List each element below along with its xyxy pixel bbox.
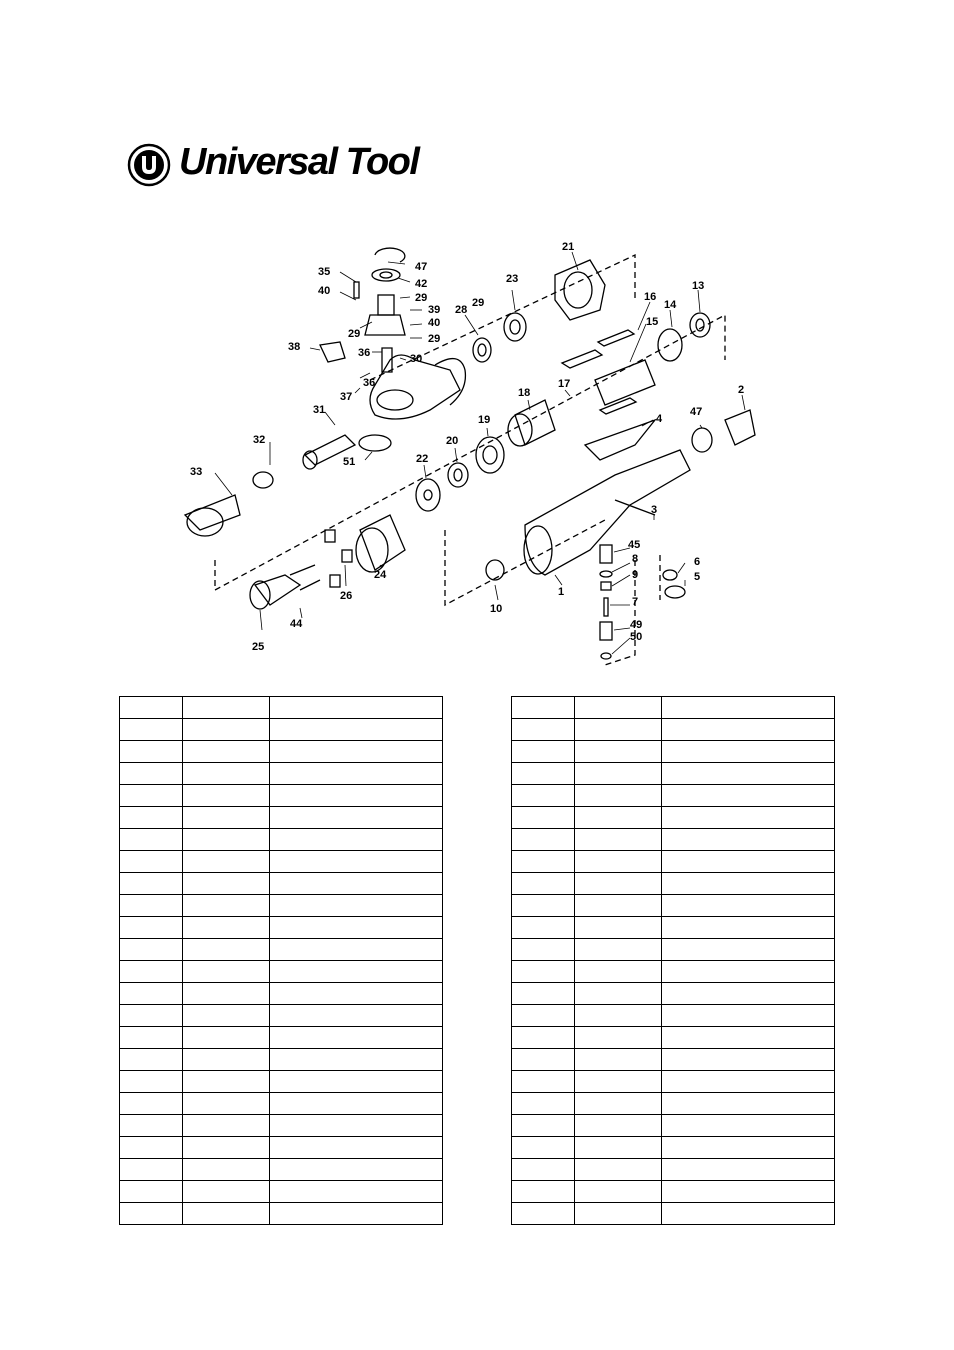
part-14-end-plate [658, 329, 682, 361]
table-row [120, 741, 443, 763]
table-row [120, 763, 443, 785]
table-row [120, 873, 443, 895]
part-label: 13 [692, 280, 705, 292]
table-cell [512, 1203, 575, 1225]
part-label: 31 [313, 404, 326, 416]
table-cell [183, 939, 270, 961]
table-cell [270, 1159, 443, 1181]
part-yoke [365, 315, 405, 335]
table-cell [183, 1159, 270, 1181]
table-row [512, 719, 835, 741]
table-row [120, 1049, 443, 1071]
table-cell [575, 1027, 662, 1049]
table-cell [662, 1027, 835, 1049]
part-label: 35 [318, 266, 331, 278]
table-cell [270, 1137, 443, 1159]
table-cell [183, 1027, 270, 1049]
table-cell [120, 1203, 183, 1225]
table-cell [575, 1137, 662, 1159]
table-row [512, 1093, 835, 1115]
part-label: 26 [340, 590, 353, 602]
table-cell [662, 851, 835, 873]
u-circle-logo-icon [127, 143, 171, 187]
part-label: 22 [416, 453, 429, 465]
table-cell [662, 917, 835, 939]
table-cell [120, 917, 183, 939]
part-49-valve [600, 622, 612, 640]
table-row [512, 741, 835, 763]
part-label: 30 [410, 353, 423, 365]
table-cell [662, 939, 835, 961]
table-row [512, 1203, 835, 1225]
table-cell [270, 807, 443, 829]
table-cell [120, 851, 183, 873]
table-cell [575, 1159, 662, 1181]
table-row [512, 697, 835, 719]
table-row [120, 697, 443, 719]
table-cell [270, 697, 443, 719]
table-cell [512, 1137, 575, 1159]
table-row [512, 1005, 835, 1027]
table-row [120, 1203, 443, 1225]
part-label: 4 [656, 413, 663, 425]
table-cell [270, 1071, 443, 1093]
part-23-bearing [504, 313, 526, 341]
table-cell [662, 807, 835, 829]
table-cell [512, 1115, 575, 1137]
table-row [120, 785, 443, 807]
table-cell [575, 961, 662, 983]
table-cell [575, 741, 662, 763]
table-cell [183, 741, 270, 763]
part-label: 36 [363, 377, 376, 389]
table-cell [270, 1181, 443, 1203]
table-row [120, 939, 443, 961]
part-2-air-inlet [725, 410, 755, 445]
table-cell [270, 829, 443, 851]
table-cell [183, 917, 270, 939]
table-cell [662, 873, 835, 895]
part-22-washer [416, 479, 440, 511]
table-cell [575, 983, 662, 1005]
parts-table-left [119, 696, 443, 1225]
table-row [512, 917, 835, 939]
table-row [512, 1049, 835, 1071]
table-row [512, 829, 835, 851]
part-label: 47 [415, 261, 428, 273]
part-15-rotor [595, 360, 655, 405]
part-label: 3 [651, 504, 658, 516]
table-cell [575, 807, 662, 829]
table-cell [662, 1137, 835, 1159]
table-cell [662, 1181, 835, 1203]
table-cell [270, 1203, 443, 1225]
table-cell [512, 763, 575, 785]
part-4-gasket [585, 420, 655, 460]
table-cell [120, 1181, 183, 1203]
table-cell [575, 697, 662, 719]
part-label: 24 [374, 569, 387, 581]
part-label: 7 [632, 596, 639, 608]
part-51-washer [359, 435, 391, 451]
part-label: 29 [428, 333, 441, 345]
part-29-bearing [473, 338, 491, 362]
table-cell [120, 829, 183, 851]
table-cell [512, 719, 575, 741]
table-cell [575, 829, 662, 851]
table-row [512, 851, 835, 873]
table-row [120, 1093, 443, 1115]
part-label: 49 [630, 619, 643, 631]
table-cell [120, 1115, 183, 1137]
table-row [120, 1181, 443, 1203]
table-cell [512, 873, 575, 895]
table-row [120, 1115, 443, 1137]
part-9-spacer [601, 582, 611, 590]
table-cell [183, 895, 270, 917]
part-label: 2 [738, 384, 745, 396]
parts-table-right [511, 696, 835, 1225]
part-label: 37 [340, 391, 353, 403]
table-cell [662, 1203, 835, 1225]
table-cell [183, 1137, 270, 1159]
table-cell [575, 719, 662, 741]
table-cell [120, 1005, 183, 1027]
part-1-housing [525, 450, 690, 575]
table-cell [512, 939, 575, 961]
table-row [120, 829, 443, 851]
part-label: 14 [664, 299, 677, 311]
table-cell [662, 1071, 835, 1093]
part-label: 36 [358, 347, 371, 359]
table-cell [662, 1005, 835, 1027]
table-cell [120, 1093, 183, 1115]
part-32-nut [253, 472, 273, 488]
table-row [120, 1159, 443, 1181]
table-cell [662, 961, 835, 983]
table-cell [120, 763, 183, 785]
table-cell [183, 1071, 270, 1093]
part-label: 29 [415, 292, 428, 304]
part-label: 16 [644, 291, 657, 303]
part-28-ring [435, 359, 465, 405]
table-cell [662, 895, 835, 917]
table-cell [512, 1181, 575, 1203]
part-5-plug [665, 586, 685, 598]
table-row [512, 1027, 835, 1049]
part-label: 33 [190, 466, 203, 478]
table-cell [270, 983, 443, 1005]
part-label: 1 [558, 586, 565, 598]
part-label: 44 [290, 618, 303, 630]
table-cell [270, 1005, 443, 1027]
table-cell [512, 895, 575, 917]
part-label: 10 [490, 603, 503, 615]
table-cell [575, 873, 662, 895]
part-label: 17 [558, 378, 571, 390]
part-label: 21 [562, 241, 575, 253]
table-cell [270, 1027, 443, 1049]
table-cell [120, 1071, 183, 1093]
table-cell [270, 917, 443, 939]
table-row [512, 1159, 835, 1181]
table-cell [183, 983, 270, 1005]
table-row [120, 917, 443, 939]
part-label: 32 [253, 434, 266, 446]
table-cell [183, 1203, 270, 1225]
table-cell [512, 917, 575, 939]
part-label: 9 [632, 569, 639, 581]
brand-name: Universal Tool [179, 141, 419, 183]
table-cell [120, 1027, 183, 1049]
table-cell [183, 807, 270, 829]
table-cell [270, 939, 443, 961]
table-cell [662, 1115, 835, 1137]
table-row [512, 895, 835, 917]
part-8-o-ring [600, 571, 612, 577]
table-cell [575, 763, 662, 785]
part-18-cylinder [515, 400, 555, 445]
table-cell [120, 785, 183, 807]
part-38-pawl [320, 342, 345, 362]
table-row [512, 763, 835, 785]
part-21-nut [555, 260, 605, 320]
table-cell [512, 1159, 575, 1181]
table-cell [575, 1093, 662, 1115]
table-row [120, 719, 443, 741]
part-label: 25 [252, 641, 265, 653]
table-cell [270, 873, 443, 895]
table-cell [120, 807, 183, 829]
table-cell [512, 807, 575, 829]
table-cell [183, 829, 270, 851]
table-cell [183, 1181, 270, 1203]
table-row [512, 1137, 835, 1159]
part-24-ring-gear [360, 515, 405, 570]
table-cell [270, 785, 443, 807]
table-cell [183, 763, 270, 785]
part-label: 20 [446, 435, 459, 447]
table-row [512, 785, 835, 807]
part-label: 29 [472, 297, 485, 309]
table-cell [120, 939, 183, 961]
table-row [120, 895, 443, 917]
table-cell [120, 873, 183, 895]
boundary-line [215, 315, 725, 590]
table-cell [662, 1049, 835, 1071]
table-cell [662, 763, 835, 785]
table-cell [270, 719, 443, 741]
part-label: 38 [288, 341, 301, 353]
part-16-vane [562, 350, 602, 368]
exploded-parts-diagram [160, 230, 760, 670]
part-label: 5 [694, 571, 701, 583]
part-label: 19 [478, 414, 491, 426]
table-cell [662, 741, 835, 763]
table-cell [512, 1071, 575, 1093]
table-row [512, 1115, 835, 1137]
table-cell [575, 917, 662, 939]
table-cell [575, 895, 662, 917]
table-cell [270, 1049, 443, 1071]
table-cell [270, 851, 443, 873]
table-cell [575, 851, 662, 873]
part-25-carrier [255, 575, 300, 605]
table-cell [120, 741, 183, 763]
table-cell [183, 873, 270, 895]
table-row [512, 1071, 835, 1093]
table-cell [183, 851, 270, 873]
table-row [120, 807, 443, 829]
table-cell [512, 851, 575, 873]
table-cell [183, 1115, 270, 1137]
table-row [512, 1181, 835, 1203]
part-43-snap-ring [375, 248, 405, 262]
table-row [120, 851, 443, 873]
table-cell [270, 895, 443, 917]
table-cell [512, 1049, 575, 1071]
table-row [512, 961, 835, 983]
part-33-ratchet-wrench [185, 495, 240, 530]
part-label: 50 [630, 631, 643, 643]
table-cell [120, 1159, 183, 1181]
table-cell [183, 1093, 270, 1115]
table-row [512, 983, 835, 1005]
table-cell [120, 719, 183, 741]
part-label: 29 [348, 328, 361, 340]
table-row [120, 1071, 443, 1093]
table-row [120, 961, 443, 983]
table-cell [120, 1049, 183, 1071]
part-label: 18 [518, 387, 531, 399]
table-cell [575, 1115, 662, 1137]
table-cell [183, 1005, 270, 1027]
part-44-pin [290, 565, 315, 575]
part-50-o-ring [601, 653, 611, 659]
table-cell [270, 1115, 443, 1137]
part-label: 8 [632, 553, 639, 565]
part-label: 42 [415, 278, 428, 290]
part-label: 39 [428, 304, 441, 316]
table-cell [120, 1137, 183, 1159]
table-cell [183, 1049, 270, 1071]
part-7-valve-stem [604, 598, 608, 616]
table-cell [662, 697, 835, 719]
table-cell [270, 741, 443, 763]
table-cell [575, 1203, 662, 1225]
part-13-bearing [690, 313, 710, 337]
table-cell [512, 741, 575, 763]
table-cell [575, 785, 662, 807]
table-cell [120, 697, 183, 719]
table-row [120, 1005, 443, 1027]
part-label: 15 [646, 316, 659, 328]
table-row [120, 1027, 443, 1049]
table-cell [512, 1027, 575, 1049]
part-20-bearing [448, 463, 468, 487]
table-cell [662, 983, 835, 1005]
table-cell [270, 1093, 443, 1115]
table-cell [120, 895, 183, 917]
part-35-pin [354, 282, 359, 298]
table-row [512, 807, 835, 829]
table-row [512, 939, 835, 961]
part-26-planet-gear [325, 530, 335, 542]
table-cell [183, 785, 270, 807]
table-cell [270, 961, 443, 983]
table-cell [662, 719, 835, 741]
part-label: 45 [628, 539, 641, 551]
table-cell [120, 983, 183, 1005]
part-label: 6 [694, 556, 701, 568]
table-cell [662, 785, 835, 807]
table-row [120, 1137, 443, 1159]
table-cell [512, 961, 575, 983]
table-cell [512, 1005, 575, 1027]
table-cell [662, 1159, 835, 1181]
boundary-line [605, 560, 635, 665]
table-cell [512, 983, 575, 1005]
part-label: 40 [428, 317, 441, 329]
table-cell [512, 785, 575, 807]
part-label: 28 [455, 304, 468, 316]
table-row [512, 873, 835, 895]
table-cell [120, 961, 183, 983]
table-cell [575, 1181, 662, 1203]
table-row [120, 983, 443, 1005]
table-cell [183, 961, 270, 983]
part-label: 51 [343, 456, 356, 468]
part-label: 40 [318, 285, 331, 297]
table-cell [512, 829, 575, 851]
table-cell [183, 719, 270, 741]
part-10-bushing [486, 560, 504, 580]
part-label: 47 [690, 406, 703, 418]
part-label: 23 [506, 273, 519, 285]
part-45-valve-sleeve [600, 545, 612, 563]
table-cell [270, 763, 443, 785]
table-cell [575, 939, 662, 961]
table-cell [575, 1071, 662, 1093]
table-cell [662, 829, 835, 851]
table-cell [575, 1049, 662, 1071]
part-42-washer [372, 269, 400, 281]
table-cell [662, 1093, 835, 1115]
part-47-o-ring [692, 428, 712, 452]
part-6-washer [663, 570, 677, 580]
table-cell [512, 697, 575, 719]
table-cell [512, 1093, 575, 1115]
table-cell [183, 697, 270, 719]
table-cell [575, 1005, 662, 1027]
